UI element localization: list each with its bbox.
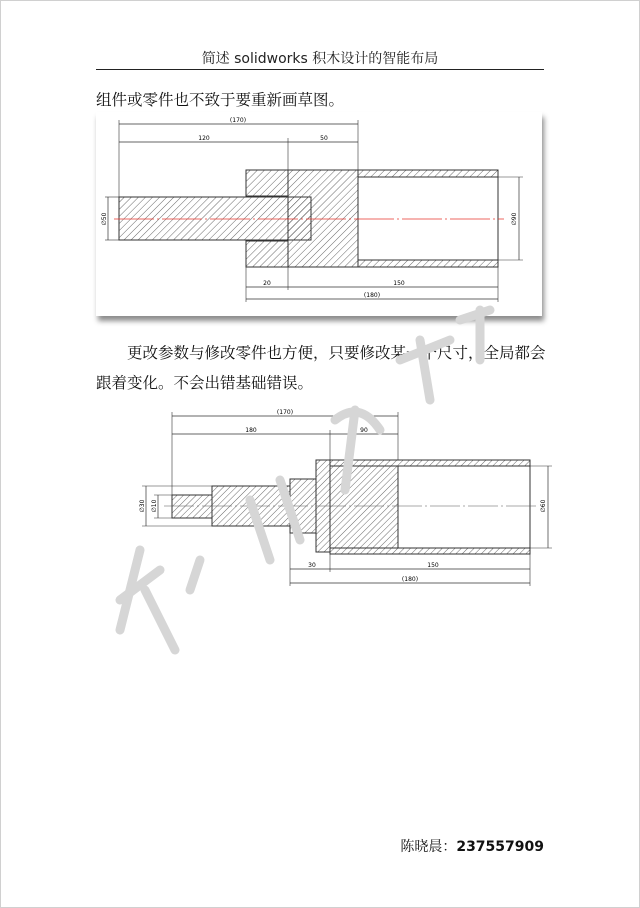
tube-wall-bottom	[358, 260, 498, 267]
dim-text-top-right: 50	[320, 135, 328, 142]
dim-text-dia-inner: ∅10	[151, 499, 158, 513]
dim-text-dia-right-2: ∅60	[540, 499, 547, 513]
shaft-small-section	[172, 495, 212, 518]
drawing-1-svg	[96, 112, 542, 316]
shaft-left-section	[119, 197, 311, 240]
dim-text-bottom-left-2: 30	[308, 562, 316, 569]
central-body	[288, 170, 358, 267]
tube-wall-bottom-2	[330, 548, 530, 554]
dim-text-dia-outer: ∅30	[139, 499, 146, 513]
dim-text-dia-left: ∅50	[101, 212, 108, 226]
footer-number: 237557909	[456, 839, 544, 855]
dim-text-top-right-2: 90	[360, 427, 368, 434]
page-header-title: 简述 solidworks 积木设计的智能布局	[201, 51, 439, 67]
tube-wall-top-2	[330, 460, 530, 466]
header-rule	[96, 69, 544, 70]
dim-text-top-total: (170)	[229, 117, 247, 124]
flange-bottom	[246, 241, 288, 267]
dim-text-bottom-mid: 150	[393, 280, 405, 287]
dim-text-dia-right: ∅90	[511, 212, 518, 226]
footer-name: 陈晓晨：	[400, 839, 457, 855]
dim-text-top-left: 120	[198, 135, 210, 142]
dim-text-top-left-2: 180	[245, 427, 257, 434]
tube-wall-top	[358, 170, 498, 177]
dim-text-bottom-left: 20	[263, 280, 271, 287]
flange-top	[246, 170, 288, 196]
dim-text-bottom-total-2: (180)	[401, 576, 419, 583]
dim-text-top-total-2: (170)	[276, 409, 294, 416]
paragraph-1: 组件或零件也不致于要重新画草图。	[96, 91, 345, 109]
paragraph-2: 更改参数与修改零件也方便，只要修改某一个尺寸，全局都会跟着变化。不会出错基础错误。	[96, 344, 546, 392]
drawing-figure-1	[96, 112, 542, 316]
central-body-2	[330, 466, 398, 548]
drawing-2-svg	[128, 404, 552, 590]
footer-contact	[400, 836, 544, 856]
drawing-figure-2	[128, 404, 552, 590]
dim-text-bottom-total: (180)	[363, 292, 381, 299]
dim-text-bottom-mid-2: 150	[427, 562, 439, 569]
